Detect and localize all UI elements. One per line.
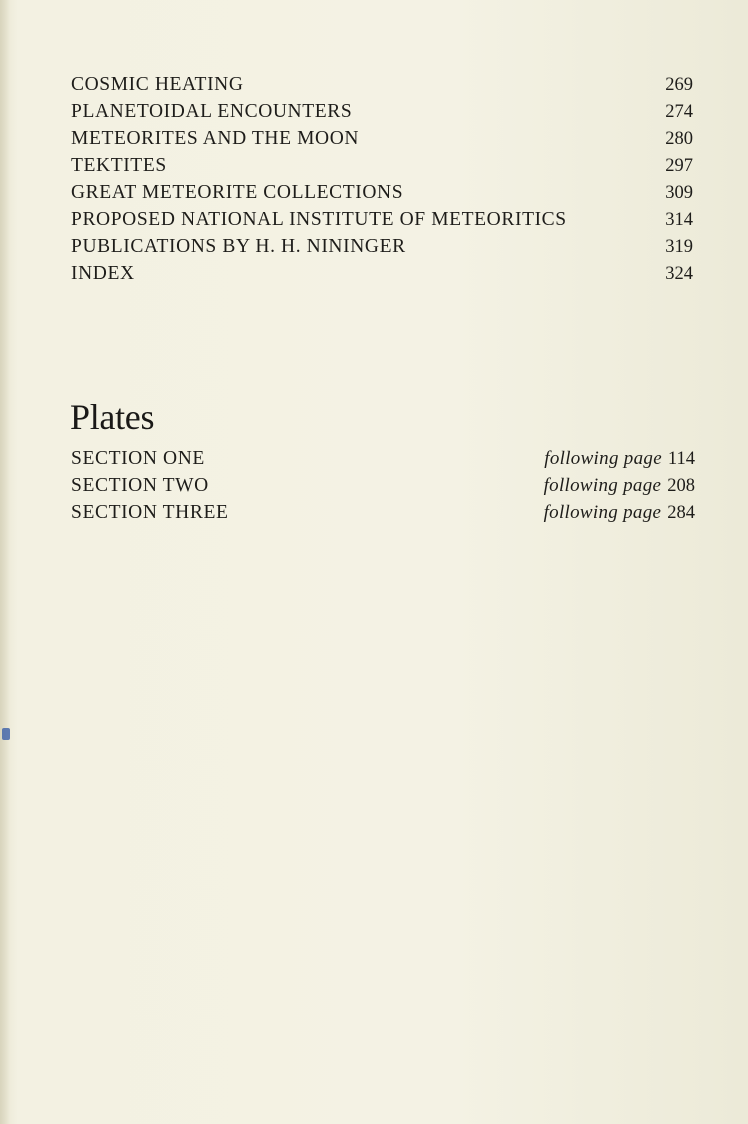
contents-entry-page: 274 xyxy=(665,102,693,122)
contents-entry-title: GREAT METEORITE COLLECTIONS xyxy=(71,182,404,203)
plates-entry-title: SECTION THREE xyxy=(71,502,229,523)
plates-entry-title: SECTION ONE xyxy=(71,448,205,469)
contents-entry-page: 324 xyxy=(665,264,693,284)
plates-list xyxy=(71,448,695,529)
plates-entry-page: 284 xyxy=(667,503,695,523)
plates-entry-title: SECTION TWO xyxy=(71,475,209,496)
contents-entry-title: PROPOSED NATIONAL INSTITUTE OF METEORITICS xyxy=(71,209,567,230)
plates-entry-following: following page xyxy=(543,502,662,523)
contents-entry-page: 319 xyxy=(665,237,693,257)
plates-entry-following: following page xyxy=(544,448,662,469)
contents-entry-page: 309 xyxy=(665,183,693,203)
contents-entry-title: TEKTITES xyxy=(71,155,167,176)
contents-entry-title: PLANETOIDAL ENCOUNTERS xyxy=(71,101,353,122)
plates-entry xyxy=(71,502,695,529)
contents-entry-title: PUBLICATIONS BY H. H. NININGER xyxy=(71,236,406,257)
contents-list xyxy=(71,74,693,290)
plates-entry-page: 208 xyxy=(667,476,695,496)
plates-heading: Plates xyxy=(70,397,155,437)
contents-entry-title: INDEX xyxy=(71,263,135,284)
plates-entry xyxy=(71,448,695,475)
plates-entry-following: following page xyxy=(543,475,662,496)
contents-entry xyxy=(71,74,693,101)
plates-entry-page: 114 xyxy=(667,449,695,469)
contents-entry xyxy=(71,128,693,155)
contents-entry xyxy=(71,155,693,182)
contents-entry-title: COSMIC HEATING xyxy=(71,74,244,95)
contents-entry-page: 280 xyxy=(665,129,693,149)
contents-entry-page: 314 xyxy=(665,210,693,230)
contents-entry xyxy=(71,182,693,209)
contents-entry-page: 269 xyxy=(665,75,693,95)
plates-entry-ref xyxy=(544,502,695,524)
plates-entry-ref xyxy=(544,475,695,497)
contents-entry xyxy=(71,236,693,263)
ink-mark xyxy=(2,728,10,740)
contents-entry xyxy=(71,101,693,128)
plates-entry xyxy=(71,475,695,502)
contents-entry-page: 297 xyxy=(665,156,693,176)
contents-entry xyxy=(71,263,693,290)
contents-entry-title: METEORITES AND THE MOON xyxy=(71,128,360,149)
page-edge-shadow xyxy=(0,0,10,1124)
plates-entry-ref xyxy=(544,448,695,470)
contents-entry xyxy=(71,209,693,236)
